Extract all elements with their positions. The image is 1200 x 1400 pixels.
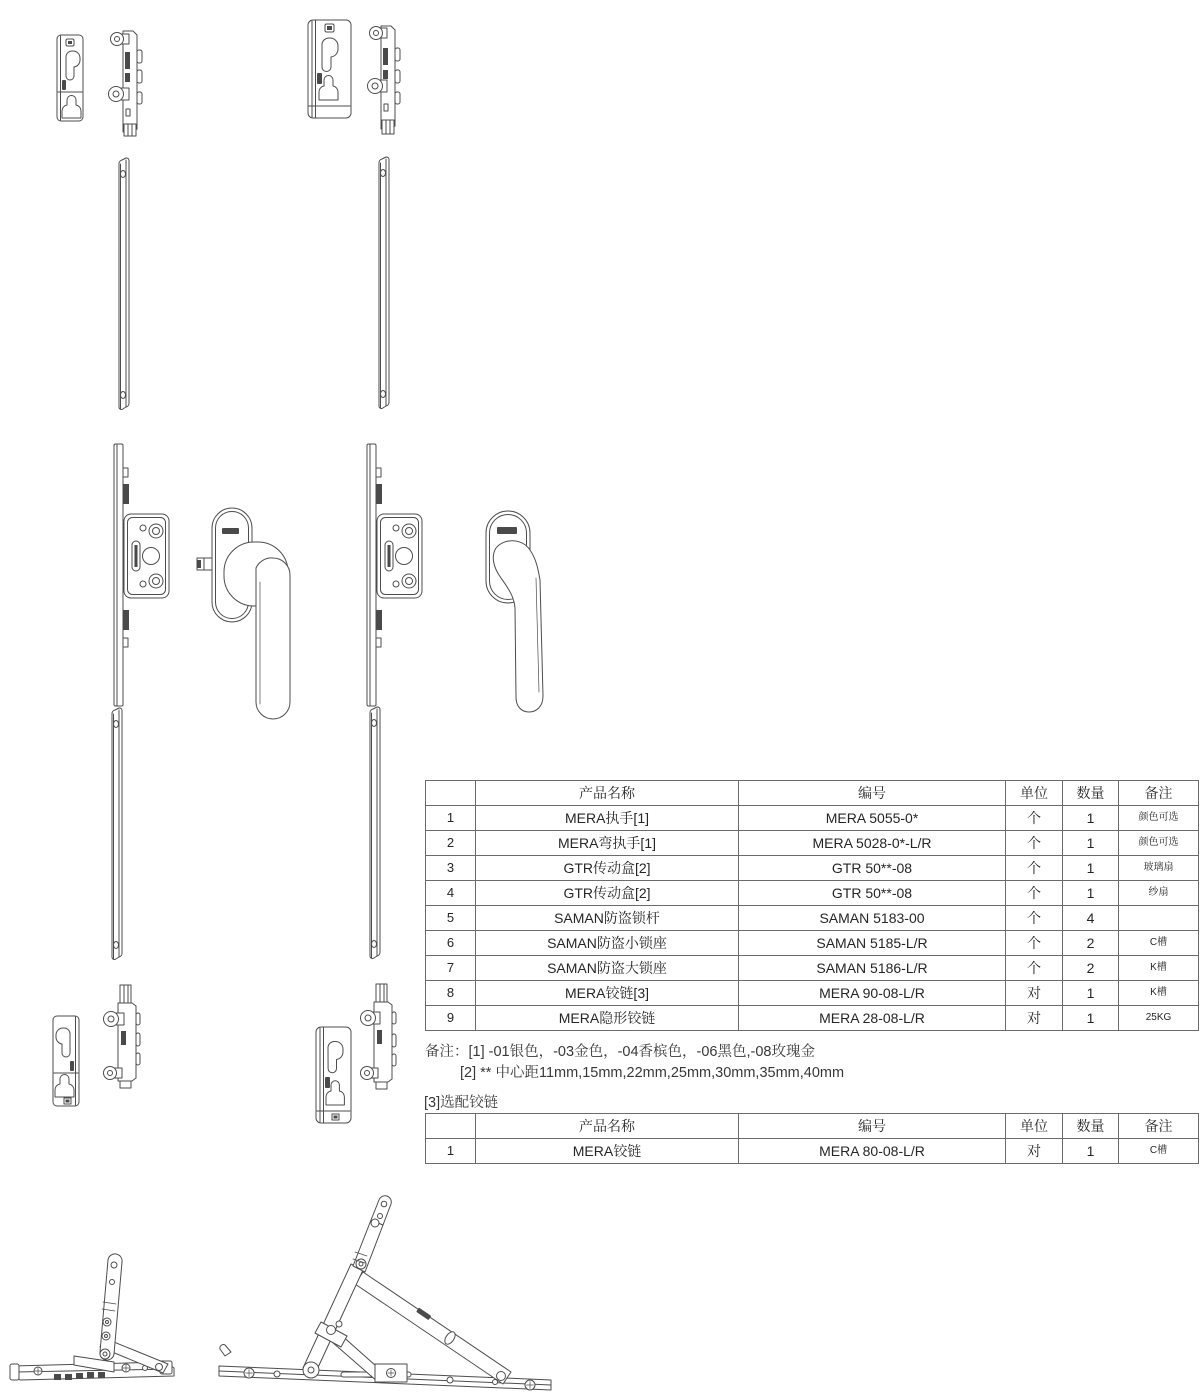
- cell: 1: [1063, 806, 1119, 831]
- cell: [1119, 906, 1199, 931]
- cell: SAMAN 5186-L/R: [739, 956, 1006, 981]
- drawing-keeper-plate-lower-right: [310, 1025, 352, 1125]
- cell: 2: [426, 831, 476, 856]
- cell: 个: [1006, 806, 1063, 831]
- drawing-lock-rod-piece-a: [106, 26, 148, 138]
- header-row: [426, 781, 1199, 806]
- drawing-gearbox-2: [363, 442, 425, 708]
- column-header: 产品名称: [476, 781, 739, 806]
- table-row: [426, 1006, 1199, 1031]
- cell: C槽: [1119, 931, 1199, 956]
- cell: MERA执手[1]: [476, 806, 739, 831]
- drawing-lock-rod-1: [113, 157, 133, 413]
- note-line-1: 备注：[1] -01银色，-03金色，-04香槟色，-06黑色,-08玫瑰金: [425, 1044, 815, 1060]
- cell: MERA 80-08-L/R: [739, 1139, 1006, 1164]
- cell: 个: [1006, 956, 1063, 981]
- column-header: 备注: [1119, 1114, 1199, 1139]
- cell: GTR传动盒[2]: [476, 856, 739, 881]
- cell: 对: [1006, 1139, 1063, 1164]
- optional-hinge-label: [3]选配铰链: [424, 1095, 499, 1111]
- cell: 个: [1006, 906, 1063, 931]
- column-header: 编号: [739, 1114, 1006, 1139]
- cell: 9: [426, 1006, 476, 1031]
- cell: MERA铰链: [476, 1139, 739, 1164]
- note-line-2: [2] ** 中心距11mm,15mm,22mm,25mm,30mm,35mm,40mm: [460, 1065, 845, 1081]
- cell: 1: [1063, 981, 1119, 1006]
- column-header: 数量: [1063, 781, 1119, 806]
- cell: 4: [1063, 906, 1119, 931]
- table-row: [426, 806, 1199, 831]
- cell: MERA隐形铰链: [476, 1006, 739, 1031]
- cell: 1: [1063, 856, 1119, 881]
- cell: GTR 50**-08: [739, 856, 1006, 881]
- cell: 颜色可选: [1119, 831, 1199, 856]
- cell: 7: [426, 956, 476, 981]
- cell: SAMAN防盗小锁座: [476, 931, 739, 956]
- column-header: [426, 781, 476, 806]
- table-row: [426, 956, 1199, 981]
- table-row: [426, 856, 1199, 881]
- cell: 4: [426, 881, 476, 906]
- cell: 3: [426, 856, 476, 881]
- cell: 1: [1063, 831, 1119, 856]
- cell: K槽: [1119, 956, 1199, 981]
- cell: 玻璃扇: [1119, 856, 1199, 881]
- cell: 1: [1063, 1006, 1119, 1031]
- drawing-window-handle-straight: [194, 504, 296, 724]
- table-row: [426, 881, 1199, 906]
- cell: MERA 5055-0*: [739, 806, 1006, 831]
- column-header: 编号: [739, 781, 1006, 806]
- cell: SAMAN 5185-L/R: [739, 931, 1006, 956]
- drawing-lock-rod-3: [106, 707, 126, 963]
- cell: MERA 90-08-L/R: [739, 981, 1006, 1006]
- cell: 个: [1006, 881, 1063, 906]
- cell: 1: [426, 806, 476, 831]
- table-row: [426, 831, 1199, 856]
- cell: 对: [1006, 1006, 1063, 1031]
- cell: SAMAN 5183-00: [739, 906, 1006, 931]
- drawing-hinge-small: [8, 1244, 178, 1396]
- cell: MERA 5028-0*-L/R: [739, 831, 1006, 856]
- cell: MERA 28-08-L/R: [739, 1006, 1006, 1031]
- cell: 1: [1063, 1139, 1119, 1164]
- table-row: [426, 906, 1199, 931]
- cell: 纱扇: [1119, 881, 1199, 906]
- cell: 8: [426, 981, 476, 1006]
- cell: SAMAN防盗大锁座: [476, 956, 739, 981]
- column-header: 数量: [1063, 1114, 1119, 1139]
- drawing-keeper-plate-lower-left: [50, 1013, 84, 1109]
- drawing-lock-rod-piece-lower-left: [98, 983, 144, 1089]
- column-header: 单位: [1006, 1114, 1063, 1139]
- cell: GTR 50**-08: [739, 881, 1006, 906]
- cell: 个: [1006, 856, 1063, 881]
- drawing-lock-rod-4: [364, 706, 384, 962]
- cell: 个: [1006, 831, 1063, 856]
- drawing-gearbox-1: [110, 442, 172, 708]
- cell: GTR传动盒[2]: [476, 881, 739, 906]
- cell: 6: [426, 931, 476, 956]
- optional-hinge-table: [425, 1113, 1199, 1164]
- cell: 2: [1063, 931, 1119, 956]
- cell: 1: [426, 1139, 476, 1164]
- cell: 5: [426, 906, 476, 931]
- column-header: 备注: [1119, 781, 1199, 806]
- drawing-keeper-plate-large: [300, 18, 354, 120]
- cell: MERA铰链[3]: [476, 981, 739, 1006]
- drawing-keeper-plate-small: [52, 32, 86, 124]
- cell: 颜色可选: [1119, 806, 1199, 831]
- cell: 个: [1006, 931, 1063, 956]
- cell: 对: [1006, 981, 1063, 1006]
- table-row: [426, 1139, 1199, 1164]
- column-header: 产品名称: [476, 1114, 739, 1139]
- drawing-window-handle-cranked: [466, 506, 550, 722]
- cell: MERA弯执手[1]: [476, 831, 739, 856]
- cell: 1: [1063, 881, 1119, 906]
- cell: C槽: [1119, 1139, 1199, 1164]
- cell: 2: [1063, 956, 1119, 981]
- drawing-lock-rod-2: [373, 156, 393, 412]
- table-row: [426, 931, 1199, 956]
- cell: SAMAN防盗锁杆: [476, 906, 739, 931]
- column-header: 单位: [1006, 781, 1063, 806]
- cell: 25KG: [1119, 1006, 1199, 1031]
- table-row: [426, 981, 1199, 1006]
- drawing-hinge-large: [213, 1194, 565, 1400]
- header-row: [426, 1114, 1199, 1139]
- drawing-lock-rod-piece-lower-right: [358, 982, 398, 1090]
- drawing-lock-rod-piece-b: [366, 22, 406, 136]
- parts-table: [425, 780, 1199, 1031]
- column-header: [426, 1114, 476, 1139]
- cell: K槽: [1119, 981, 1199, 1006]
